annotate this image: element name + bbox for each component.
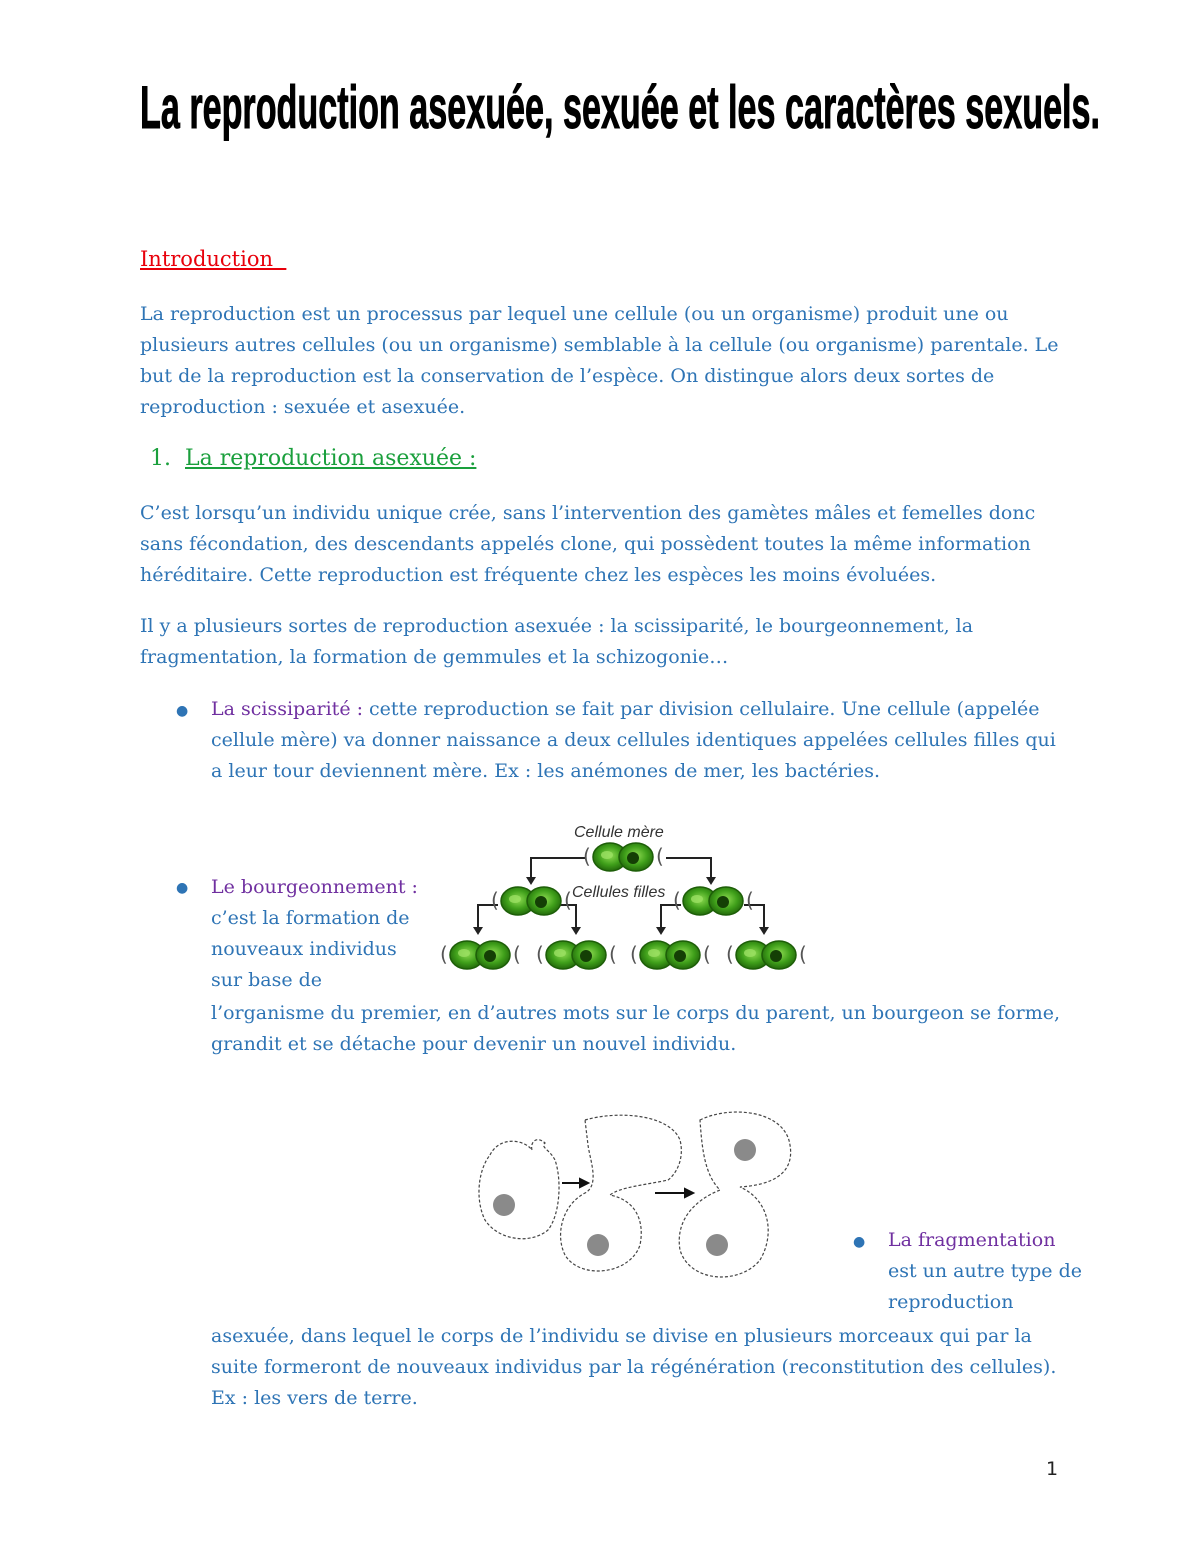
bullet-term: Le bourgeonnement :: [211, 876, 418, 898]
intro-heading: [140, 247, 286, 271]
bullet-term: La fragmentation: [888, 1229, 1056, 1251]
page-number: 1: [1046, 1458, 1059, 1480]
document-title: [130, 48, 1110, 158]
bullet-dot: ●: [176, 703, 189, 719]
granddaughter-cell: [536, 941, 617, 969]
organism-outline: [479, 1140, 559, 1239]
bullet-scissiparite: [211, 694, 1071, 787]
bullet-text: est un autre type de reproduction: [888, 1260, 1082, 1313]
label-cellules-filles: Cellules filles: [572, 884, 666, 901]
section-paragraph-2: Il y a plusieurs sortes de reproduction asexuée : la scissiparité, le bourgeonnement, la fragmentation, la formation de gemmules et la schizogonie…: [140, 615, 974, 668]
nucleus: [706, 1234, 728, 1256]
nucleus: [587, 1234, 609, 1256]
section-heading: [150, 446, 476, 471]
bullet-text: cette reproduction se fait par division cellulaire. Une cellule (appelée cellule mère) va donner naissance a deux cellules identiques appelées cellules filles qui a leur tour deviennent mère. Ex : les anémones de mer, les bactéries.: [211, 698, 1056, 782]
daughter-cell: [673, 887, 754, 915]
section-heading-text: La reproduction asexuée :: [185, 446, 477, 471]
nucleus: [493, 1194, 515, 1216]
daughter-cell: [491, 887, 572, 915]
granddaughter-cell: [726, 941, 807, 969]
bullet-fragmentation-continued: asexuée, dans lequel le corps de l’individu se divise en plusieurs morceaux qui par la suite formeront de nouveaux individus par la régénération (reconstitution des cellules). Ex : les vers de terre.: [211, 1325, 1057, 1409]
section-paragraph-1: C’est lorsqu’un individu unique crée, sans l’intervention des gamètes mâles et femelles donc sans fécondation, des descendants appelés clone, qui possèdent toutes la même information héréditaire. Cette reproduction est fréquente chez les espèces les moins évoluées.: [140, 502, 1036, 586]
bullet-dot: ●: [853, 1234, 866, 1250]
label-cellule-mere: Cellule mère: [574, 824, 664, 841]
nucleus: [734, 1139, 756, 1161]
intro-paragraph: La reproduction est un processus par lequel une cellule (ou un organisme) produit une ou plusieurs autres cellules (ou un organisme) semblable à la cellule (ou organisme) parentale. Le but de la reproduction est la conservation de l’espèce. On distingue alors deux sortes de reproduction : sexuée et asexuée.: [140, 303, 1059, 418]
fragmentation-figure: [470, 1105, 810, 1290]
bullet-term: La scissiparité :: [211, 698, 363, 720]
granddaughter-cell: [440, 941, 521, 969]
document-title-text: La reproduction asexuée, sexuée et les caractères sexuels.: [140, 74, 1100, 141]
bullet-fragmentation: [888, 1225, 1088, 1318]
bullet-dot: ●: [176, 880, 189, 896]
intro-heading-text: Introduction: [140, 247, 273, 271]
bullet-bourgeonnement: [211, 872, 421, 996]
granddaughter-cell: [630, 941, 711, 969]
mother-cell: [583, 843, 664, 871]
organism-outline: [679, 1112, 790, 1277]
bullet-bourgeonnement-continued: l’organisme du premier, en d’autres mots sur le corps du parent, un bourgeon se forme, grandit et se détache pour devenir un nouvel individu.: [211, 1002, 1060, 1055]
section-number: 1.: [150, 446, 171, 471]
cell-division-figure: ( ( Cellule mère Cellules filles: [436, 815, 816, 985]
bullet-text: c’est la formation de nouveaux individus sur base de: [211, 907, 410, 991]
